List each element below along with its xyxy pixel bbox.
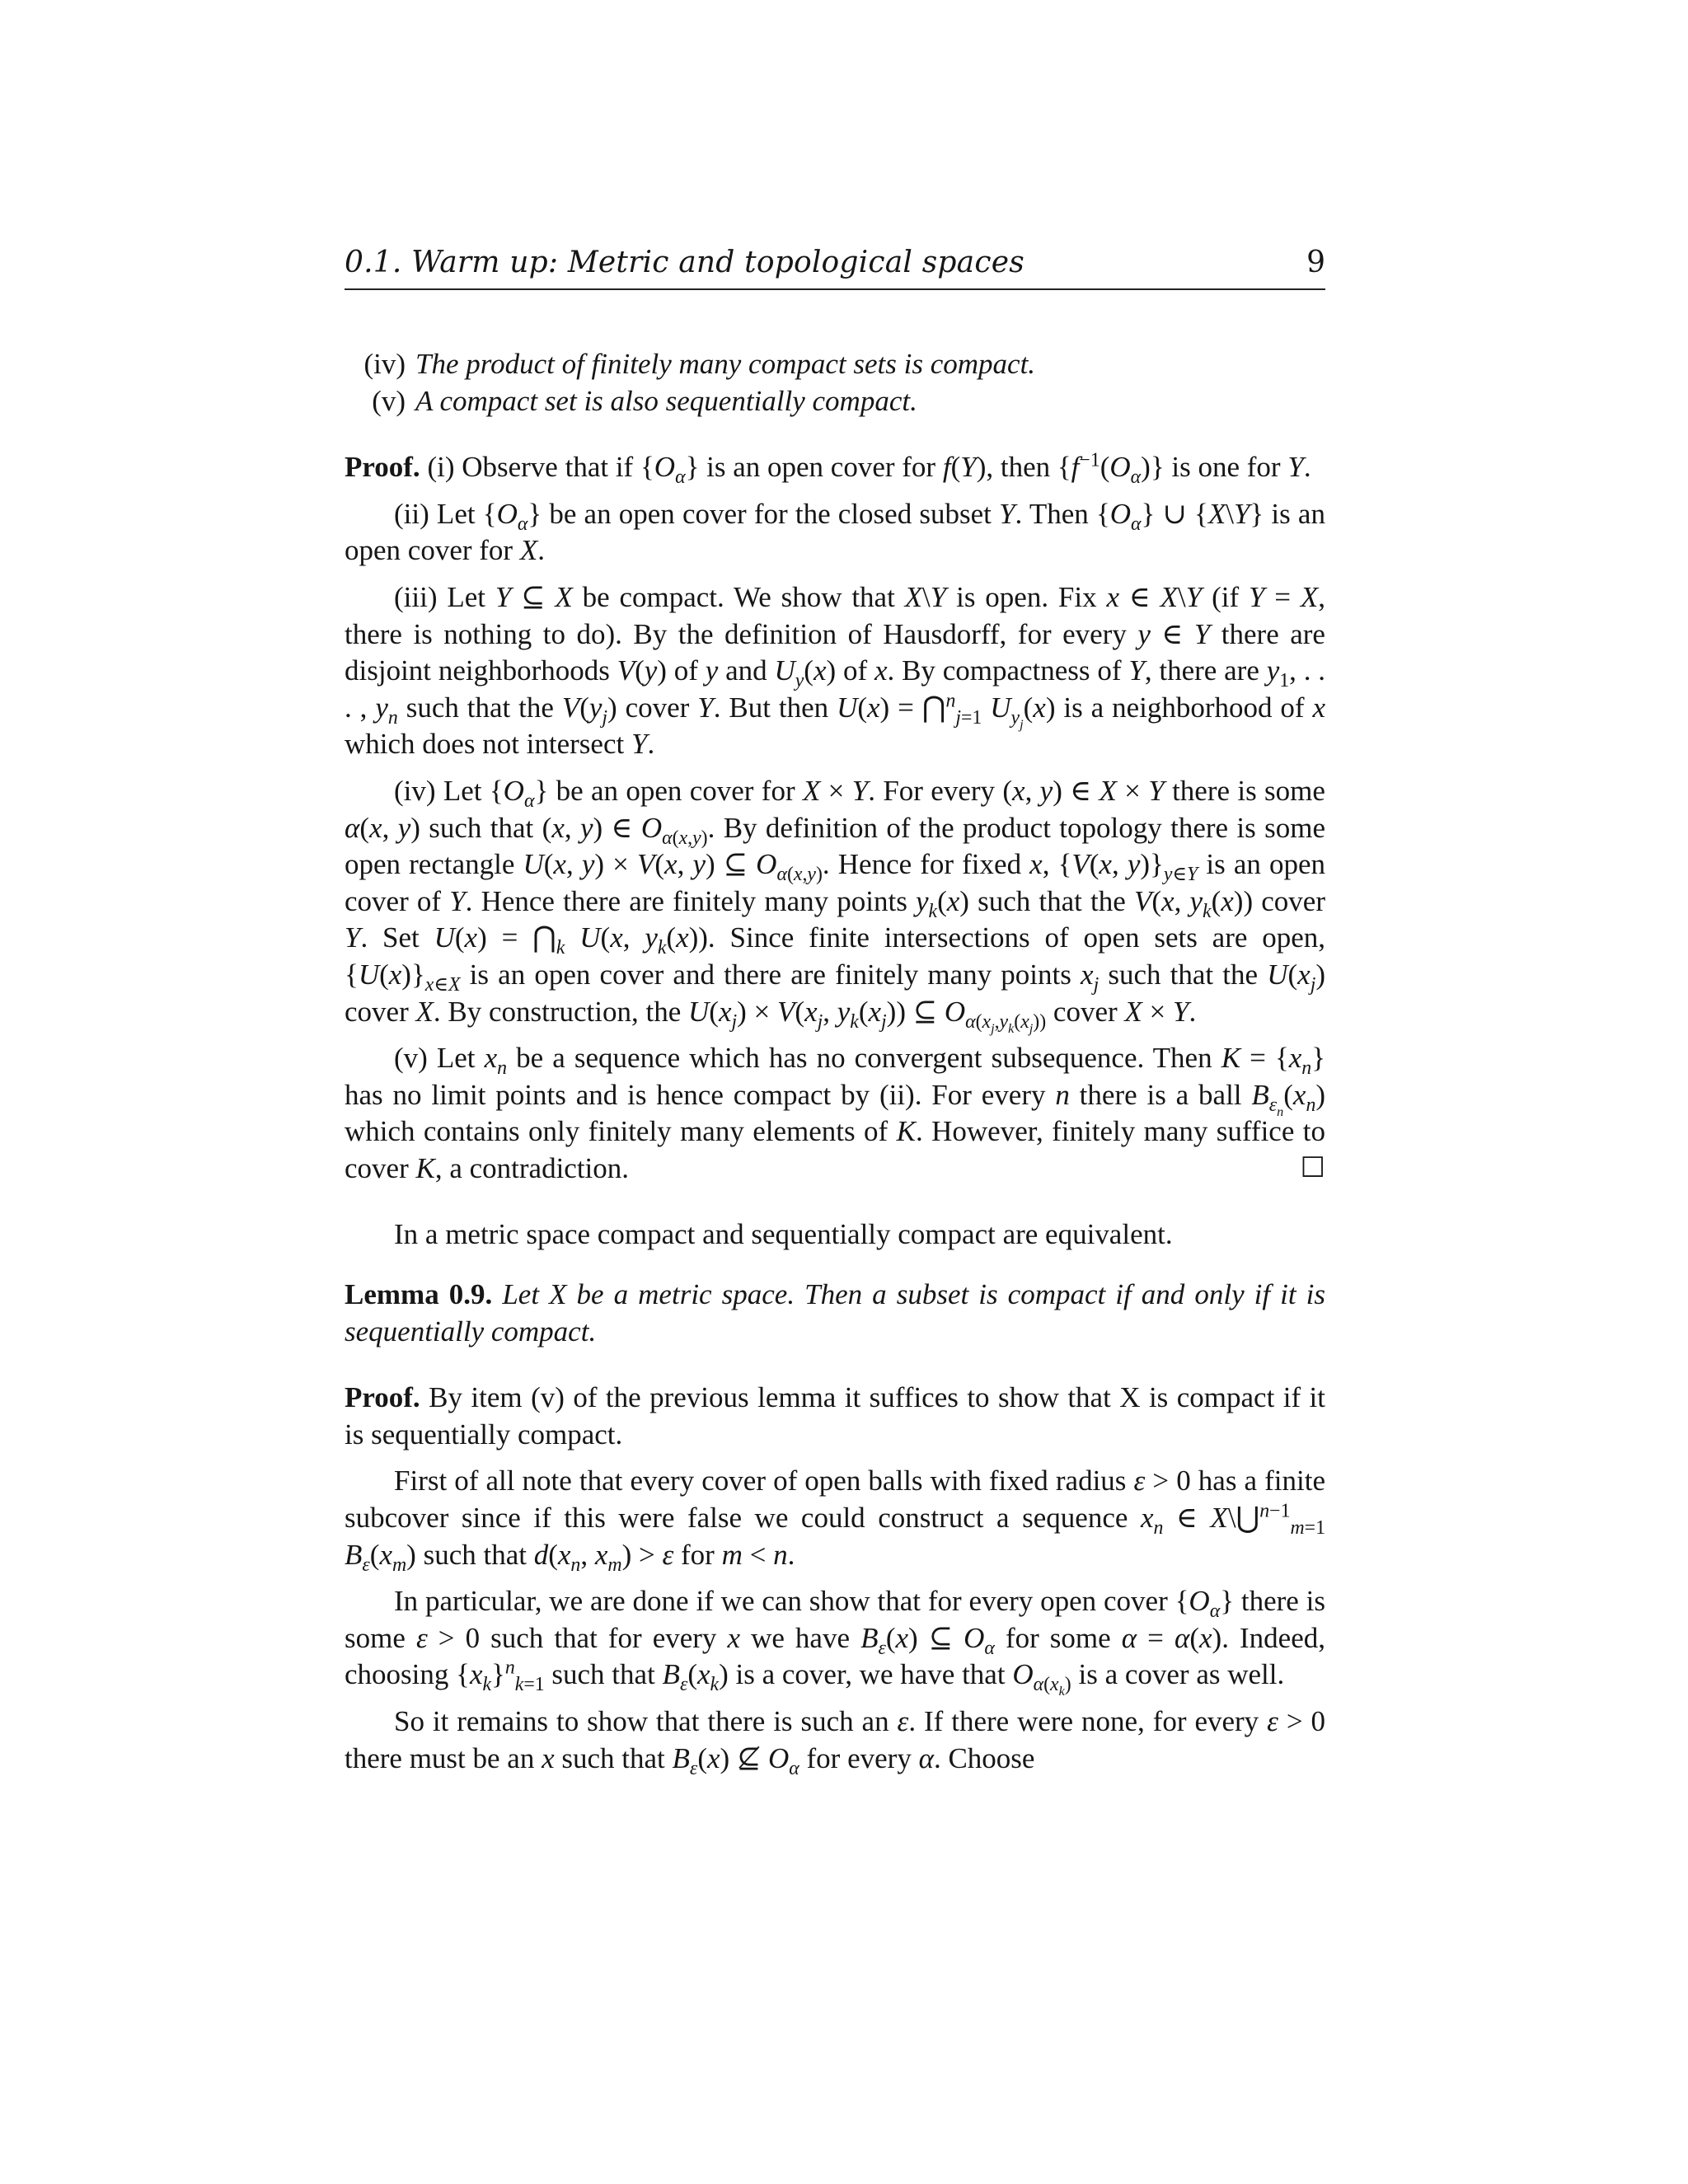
proof-part-v: (v) Let $x_n$ be a sequence which has no convergent subsequence. Then $K = \{x_n\}$ has no limit points and is hence compact by (ii). For every n there is a ball $B_{\varepsilon_n}(x_n)$ which contains only finitely many elements of K. However, finitely many suffice to cover K, a contradiction. ☐ — [345, 1040, 1325, 1187]
proof-paragraph: First of all note that every cover of open balls with fixed radius ε > 0 has a finite subcover since if this were false we could construct a sequence $x_n$ ∈ X\⋃$^{n-1}_{m=1}$ $B_\varepsilon(x_m)$ such that $d(x_n$, $x_m) > \varepsilon$ for m < n. — [345, 1465, 1325, 1576]
qed-square-icon: ☐ — [1300, 1152, 1325, 1183]
page-body — [345, 346, 1325, 1777]
lemma-0-9: Lemma 0.9. Let X be a metric space. Then a subset is compact if and only if it is sequentially compact. — [345, 1278, 1326, 1347]
proof-part-iii: (iii) Let Y ⊆ X be compact. We show that X\Y is open. Fix x ∈ X\Y (if Y = X, there is nothing to do). By the definition of Hausdorff, for every y ∈ Y there are disjoint neighborhoods V(y) of y and $U_y(x)$ of x. By compactness of Y, there are $y_1$, . . . , $y_n$ such that the $V(y_j)$ cover Y. But then U(x) = ⋂$^n_{j=1}$ $U_{y_j}(x)$ is a neighborhood of x which does not intersect Y. — [345, 580, 1326, 761]
proof-label: Proof. — [345, 1381, 420, 1414]
proof-paragraph: So it remains to show that there is such an ε. If there were none, for every ε > 0 there must be an x such that $B_\varepsilon(x)$ ⊈ $O_\alpha$ for every α. Choose — [345, 1705, 1325, 1779]
page-number: 9 — [1306, 246, 1325, 279]
proof-part-ii: (ii) Let $\{O_\alpha\}$ be an open cover for the closed subset Y. Then $\{O_\alpha\}$ ∪ {X\Y} is an open cover for X. — [345, 497, 1325, 567]
list-item: (iv) The product of finitely many compact sets is compact. — [363, 348, 1036, 380]
section-title: 0.1. Warm up: Metric and topological spaces — [345, 246, 1025, 279]
proof-part-iv: (iv) Let $\{O_\alpha\}$ be an open cover for X × Y. For every (x, y) ∈ X × Y there is some α(x, y) such that (x, y) ∈ $O_{\alpha(x,y)}$. By definition of the product topology there is some open rectangle U(x, y) × V(x, y) ⊆ $O_{\alpha(x,y)}$. Hence for fixed x, {V(x, $y)\}_{y\in Y}$ is an open cover of Y. Hence there are finitely many points $y_k(x)$ such that the V(x, $y_k(x)$) cover Y. Set $U(x) = ⋂_k$ U(x, $y_k(x)$). Since finite intersections of open sets are open, $\{U(x)\}_{x\in X}$ is an open cover and there are finitely many points $x_j$ such that the $U(x_j)$ cover X. By construction, the $U(x_j) \times V(x_j$, $y_k(x_j)$) ⊆ $O_{\alpha(x_j,y_k(x_j))}$ cover X × Y. — [345, 774, 1326, 1036]
proof-part-i: Proof. (i) Observe that if $\{O_\alpha\}$ is an open cover for f(Y), then $\{f^{-1}(O_\alpha)\}$ is one for Y. — [345, 449, 1311, 489]
lemma-label: Lemma 0.9. — [345, 1278, 493, 1311]
proof-paragraph: In particular, we are done if we can show that for every open cover $\{O_\alpha\}$ there is some ε > 0 such that for every x we have $B_\varepsilon(x)$ ⊆ $O_\alpha$ for some α = α(x). Indeed, choosing $\{x_k\}^n_{k=1}$ such that $B_\varepsilon(x_k)$ is a cover, we have that $O_{\alpha(x_k)}$ is a cover as well. — [345, 1585, 1325, 1699]
proof-lemma-0-9: Proof. By item (v) of the previous lemma it suffices to show that X is compact if it is sequentially compact. — [345, 1381, 1326, 1451]
list-item: (v) A compact set is also sequentially compact. — [372, 384, 917, 417]
running-header — [345, 246, 1325, 290]
proof-label: Proof. — [345, 451, 420, 484]
interlude-text: In a metric space compact and sequentially compact are equivalent. — [394, 1218, 1173, 1251]
